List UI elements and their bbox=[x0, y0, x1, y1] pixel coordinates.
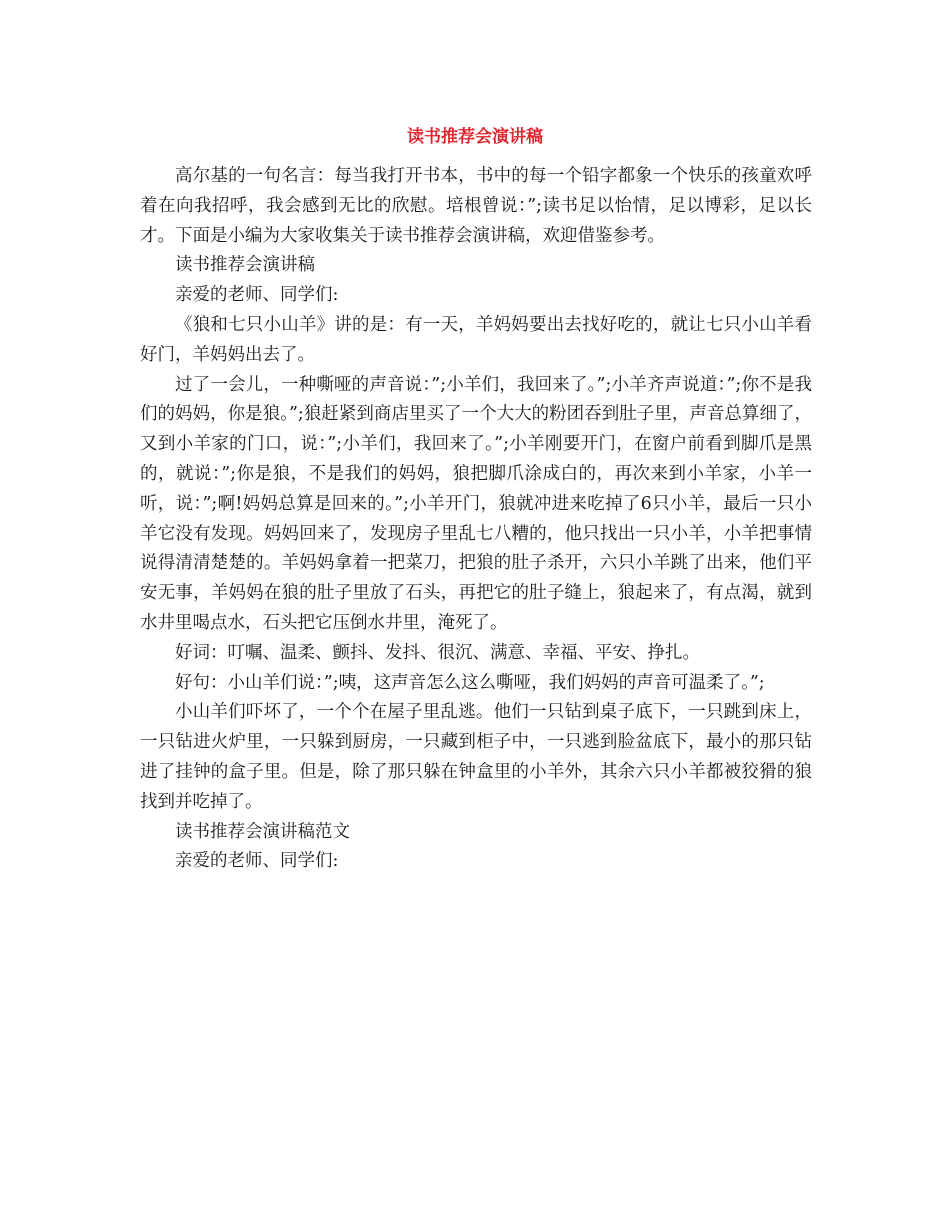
good-words-paragraph: 好词：叮嘱、温柔、颤抖、发抖、很沉、满意、幸福、平安、挣扎。 bbox=[175, 642, 700, 663]
section-heading: 读书推荐会演讲稿范文 bbox=[175, 821, 350, 842]
salutation: 亲爱的老师、同学们: bbox=[175, 285, 339, 306]
body-paragraph: 小山羊们吓坏了，一个个在屋子里乱逃。他们一只钻到桌子底下，一只跳到床上，一只钻进火炉里，一只躲到厨房，一只藏到柜子中，一只逃到脸盆底下，最小的那只钻进了挂钟的盒子里。但是，除了那只躲在钟盒里的小羊外，其余六只小羊都被狡猾的狼找到并吃掉了。 bbox=[140, 702, 812, 812]
body-paragraph: 过了一会儿，一种嘶哑的声音说：”;小羊们，我回来了。”;小羊齐声说道：”;你不是我们的妈妈，你是狼。”;狼赶紧到商店里买了一个大大的粉团吞到肚子里，声音总算细了，又到小羊家的门口，说：”;小羊们，我回来了。”;小羊刚要开门，在窗户前看到脚爪是黑的，就说：”;你是狼，不是我们的妈妈，狼把脚爪涂成白的，再次来到小羊家，小羊一听，说：”;啊!妈妈总算是回来的。”;小羊开门，狼就冲进来吃掉了6只小羊，最后一只小羊它没有发现。妈妈回来了，发现房子里乱七八糟的，他只找出一只小羊，小羊把事情说得清清楚楚的。羊妈妈拿着一把菜刀，把狼的肚子杀开，六只小羊跳了出来，他们平安无事，羊妈妈在狼的肚子里放了石头，再把它的肚子缝上，狼起来了，有点渴，就到水井里喝点水，石头把它压倒水井里，淹死了。 bbox=[140, 374, 812, 633]
document-title: 读书推荐会演讲稿 bbox=[407, 127, 543, 147]
document-body bbox=[140, 162, 812, 877]
section-heading: 读书推荐会演讲稿 bbox=[175, 255, 315, 276]
body-paragraph: 《狼和七只小山羊》讲的是：有一天，羊妈妈要出去找好吃的，就让七只小山羊看好门，羊妈妈出去了。 bbox=[140, 314, 812, 365]
salutation: 亲爱的老师、同学们: bbox=[175, 851, 339, 872]
intro-paragraph: 高尔基的一句名言：每当我打开书本，书中的每一个铅字都象一个快乐的孩童欢呼着在向我招呼，我会感到无比的欣慰。培根曾说：”;读书足以怡情，足以博彩，足以长才。下面是小编为大家收集关于读书推荐会演讲稿，欢迎借鉴参考。 bbox=[140, 166, 812, 246]
good-sentence-paragraph: 好句：小山羊们说：”;咦，这声音怎么这么嘶哑，我们妈妈的声音可温柔了。”; bbox=[175, 672, 765, 693]
